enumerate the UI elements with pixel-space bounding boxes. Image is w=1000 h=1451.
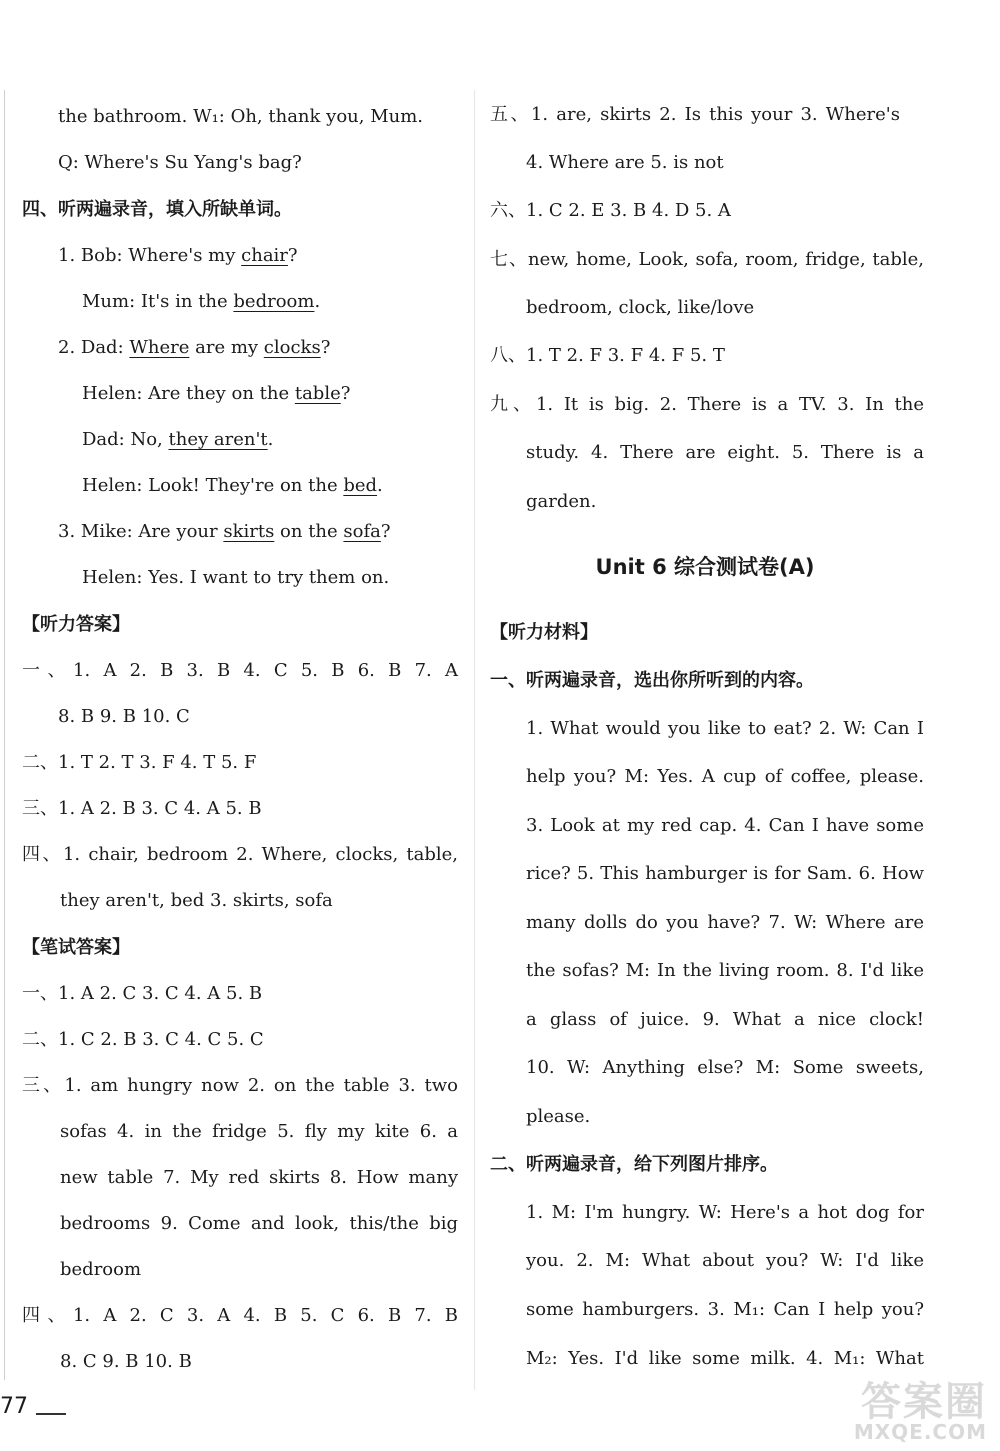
answer-line: 三、1. A 2. B 3. C 4. A 5. B xyxy=(22,798,262,819)
answer-line: 二、1. C 2. B 3. C 4. C 5. C xyxy=(22,1029,264,1050)
filled-blank: sofa xyxy=(343,521,381,542)
dialogue-line: Helen: Look! They're on the bed. xyxy=(82,475,383,496)
answer-line: 一、1. A 2. B 3. B 4. C 5. B 6. B 7. A xyxy=(22,660,458,681)
dialogue-line: 2. Dad: Where are my clocks? xyxy=(58,337,331,358)
answer-line: 4. Where are 5. is not xyxy=(526,152,724,173)
answer-line: 8. B 9. B 10. C xyxy=(58,706,190,727)
transcript-line: 10. W: Anything else? M: Some sweets, xyxy=(526,1057,924,1078)
left-page-edge xyxy=(4,90,5,1380)
transcript-line: M₂: Yes. I'd like some milk. 4. M₁: What xyxy=(526,1348,924,1369)
transcript-line: 1. M: I'm hungry. W: Here's a hot dog for xyxy=(526,1202,924,1223)
filled-blank: skirts xyxy=(223,521,275,542)
watermark-text: 答案圈 xyxy=(861,1379,987,1425)
watermark-url: MXQE.COM xyxy=(853,1420,987,1444)
answer-line: study. 4. There are eight. 5. There is a xyxy=(526,442,924,463)
transcript-line: help you? M: Yes. A cup of coffee, please. xyxy=(526,766,924,787)
filled-blank: chair xyxy=(241,245,288,266)
answer-line: 三、1. am hungry now 2. on the table 3. two xyxy=(22,1075,458,1096)
text-line: the bathroom. W₁: Oh, thank you, Mum. xyxy=(58,106,424,127)
filled-blank: they aren't xyxy=(168,429,268,450)
transcript-line: you. 2. M: What about you? W: I'd like xyxy=(526,1250,924,1271)
section-heading: 二、听两遍录音，给下列图片排序。 xyxy=(490,1154,778,1175)
answer-line: bedrooms 9. Come and look, this/the big xyxy=(60,1213,458,1234)
answer-line: 四、1. A 2. C 3. A 4. B 5. C 6. B 7. B xyxy=(22,1305,458,1326)
section-heading: 四、听两遍录音，填入所缺单词。 xyxy=(22,199,292,220)
dialogue-line: 1. Bob: Where's my chair? xyxy=(58,245,298,266)
dialogue-line: Dad: No, they aren't. xyxy=(82,429,274,450)
dialogue-line: Helen: Are they on the table? xyxy=(82,383,351,404)
transcript-line: a glass of juice. 9. What a nice clock! xyxy=(526,1009,924,1030)
answer-line: bedroom, clock, like/love xyxy=(526,297,755,318)
answer-line: sofas 4. in the fridge 5. fly my kite 6. a xyxy=(60,1121,458,1142)
answer-line: they aren't, bed 3. skirts, sofa xyxy=(60,890,333,911)
answer-line: garden. xyxy=(526,491,597,512)
watermark-logo xyxy=(800,1370,995,1448)
filled-blank: table xyxy=(294,383,341,404)
filled-blank: clocks xyxy=(263,337,321,358)
transcript-line: 3. Look at my red cap. 4. Can I have some xyxy=(526,815,924,836)
filled-blank: Where xyxy=(129,337,190,358)
answer-line: 四、1. chair, bedroom 2. Where, clocks, table, xyxy=(22,844,458,865)
answer-line: 九、1. It is big. 2. There is a TV. 3. In the xyxy=(490,394,924,415)
transcript-line: please. xyxy=(526,1106,591,1127)
material-heading: 【听力材料】 xyxy=(490,622,598,643)
transcript-line: 1. What would you like to eat? 2. W: Can I xyxy=(526,718,924,739)
transcript-line: rice? 5. This hamburger is for Sam. 6. How xyxy=(526,863,924,884)
column-divider xyxy=(474,90,475,1390)
filled-blank: bed xyxy=(343,475,378,496)
answer-line: 8. C 9. B 10. B xyxy=(60,1351,192,1372)
answer-line: new table 7. My red skirts 8. How many xyxy=(60,1167,458,1188)
answer-line: 一、1. A 2. C 3. C 4. A 5. B xyxy=(22,983,263,1004)
page-number: 77 xyxy=(0,1394,28,1419)
section-heading: 一、听两遍录音，选出你所听到的内容。 xyxy=(490,670,814,691)
transcript-line: some hamburgers. 3. M₁: Can I help you? xyxy=(526,1299,924,1320)
answer-line: 六、1. C 2. E 3. B 4. D 5. A xyxy=(490,200,731,221)
dialogue-line: Mum: It's in the bedroom. xyxy=(82,291,321,312)
dialogue-line: Helen: Yes. I want to try them on. xyxy=(82,567,390,588)
answer-heading: 【听力答案】 xyxy=(22,614,130,635)
answer-line: 二、1. T 2. T 3. F 4. T 5. F xyxy=(22,752,257,773)
answer-heading: 【笔试答案】 xyxy=(22,937,130,958)
answer-line: bedroom xyxy=(60,1259,142,1280)
page-number-rule xyxy=(36,1413,66,1415)
transcript-line: the sofas? M: In the living room. 8. I'd like xyxy=(526,960,924,981)
answer-line: 五、1. are, skirts 2. Is this your 3. Where's xyxy=(490,104,900,125)
answer-line: 八、1. T 2. F 3. F 4. F 5. T xyxy=(490,345,725,366)
answer-line: 七、new, home, Look, sofa, room, fridge, table, xyxy=(490,249,924,270)
test-title: Unit 6 综合测试卷(A) xyxy=(595,555,815,579)
transcript-line: many dolls do you have? 7. W: Where are xyxy=(526,912,924,933)
dialogue-line: 3. Mike: Are your skirts on the sofa? xyxy=(58,521,391,542)
filled-blank: bedroom xyxy=(233,291,315,312)
text-line: Q: Where's Su Yang's bag? xyxy=(58,152,302,173)
